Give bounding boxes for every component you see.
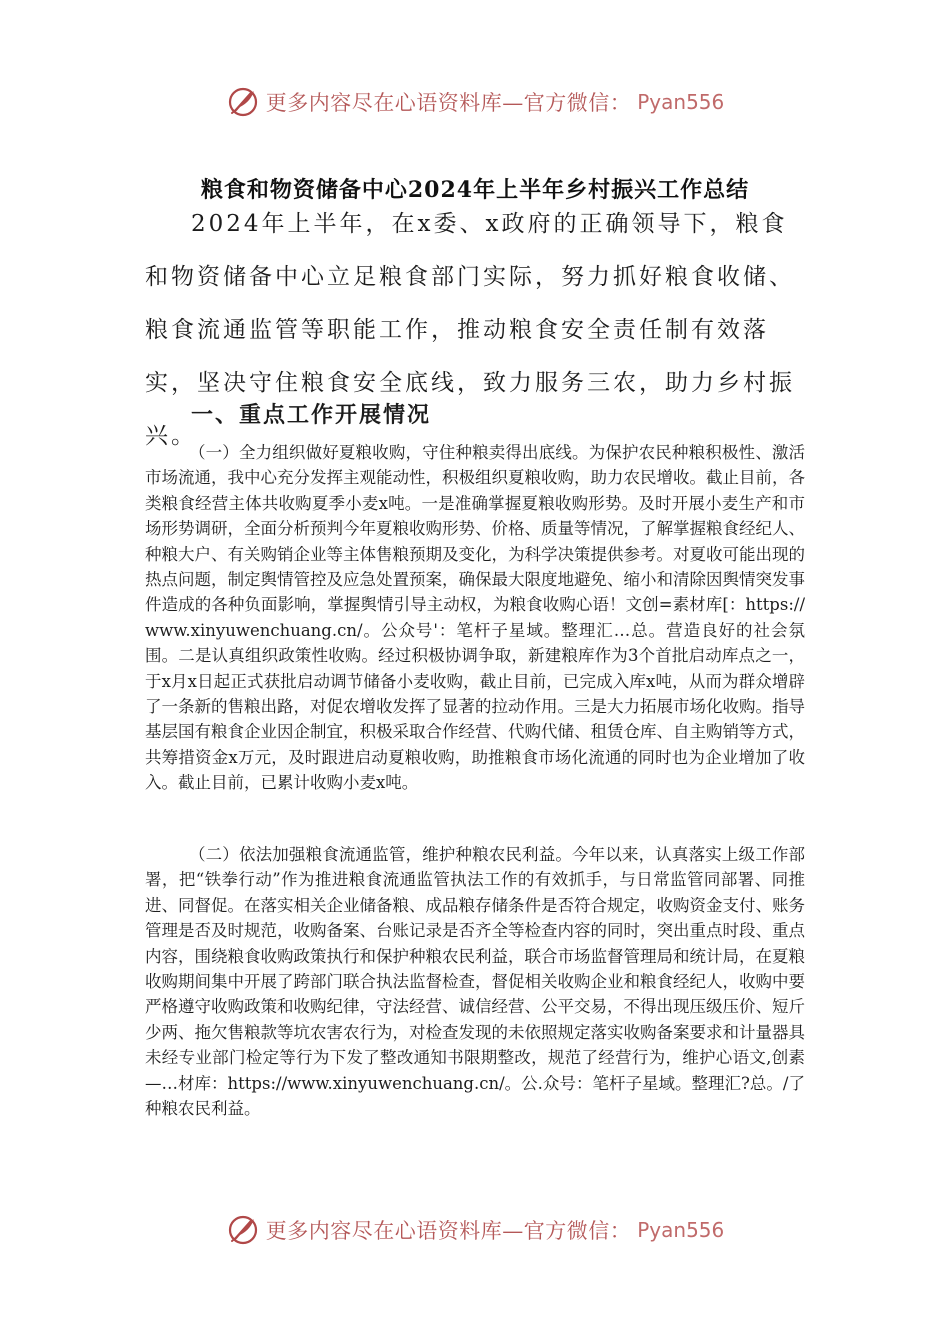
section-heading-1: 一、重点工作开展情况 (191, 402, 432, 428)
body-paragraph-1: （一）全力组织做好夏粮收购，守住种粮卖得出底线。为保护农民种粮积极性、激活市场流通，我中心充分发挥主观能动性，积极组织夏粮收购，助力农民增收。截止目前，各类粮食经营主体共收购夏季小麦x吨。一是准确掌握夏粮收购形势。及时开展小麦生产和市场形势调研，全面分析预判今年夏粮收购形势、价格、质量等情况，了解掌握粮食经纪人、种粮大户、有关购销企业等主体售粮预期及变化，为科学决策提供参考。对夏收可能出现的热点问题，制定舆情管控及应急处置预案，确保最大限度地避免、缩小和清除因舆情突发事件造成的各种负面影响，掌握舆情引导主动权，为粮食收购心语！文创=素材库[：https://www.xinyuwenchuang.cn/。公众号'：笔杆子星域。整理汇…总。营造良好的社会氛围。二是认真组织政策性收购。经过积极协调争取，新建粮库作为3个首批启动库点之一，于x月x日起正式获批启动调节储备小麦收购，截止目前，已完成入库x吨，从而为群众增辟了一条新的售粮出路，对促农增收发挥了显著的拉动作用。三是大力拓展市场化收购。指导基层国有粮食企业因企制宜，积极采取合作经营、代购代储、租赁仓库、自主购销等方式，共筹措资金x万元，及时跟进启动夏粮收购，助推粮食市场化流通的同时也为企业增加了收入。截止目前，已累计收购小麦x吨。 (145, 443, 805, 793)
watermark-text: 更多内容尽在心语资料库—官方微信： (265, 1219, 632, 1243)
body-paragraph-2: （二）依法加强粮食流通监管，维护种粮农民利益。今年以来，认真落实上级工作部署，把“铁拳行动”作为推进粮食流通监管执法工作的有效抓手，与日常监管同部署、同推进、同督促。在落实相关企业储备粮、成品粮存储条件是否符合规定，收购资金支付、账务管理是否及时规范，收购备案、台账记录是否齐全等检查内容的同时，突出重点时段、重点内容，围绕粮食收购政策执行和保护种粮农民利益，联合市场监督管理局和统计局，在夏粮收购期间集中开展了跨部门联合执法监督检查，督促相关收购企业和粮食经纪人，收购中要严格遵守收购政策和收购纪律，守法经营、诚信经营、公平交易，不得出现压级压价、短斤少两、拖欠售粮款等坑农害农行为，对检查发现的未依照规定落实收购备案要求和计量器具未经专业部门检定等行为下发了整改通知书限期整改，规范了经营行为，维护心语文,创素—…材库：https://www.xinyuwenchuang.cn/。公.众号：笔杆子星域。整理汇?总。/了种粮农民利益。 (145, 845, 805, 1119)
watermark-header (0, 80, 950, 124)
document-title: 粮食和物资储备中心2024年上半年乡村振兴工作总结 (200, 176, 750, 203)
watermark-footer (0, 1208, 950, 1252)
intro-paragraph: 2024年上半年，在x委、x政府的正确领导下，粮食和物资储备中心立足粮食部门实际，努力抓好粮食收储、粮食流通监管等职能工作，推动粮食安全责任制有效落实，坚决守住粮食安全底线，致力服务三农，助力乡村振兴。 (145, 211, 795, 449)
quill-logo-icon (226, 1213, 260, 1247)
quill-logo-icon (226, 85, 260, 119)
watermark-wechat-id: Pyan556 (637, 90, 725, 114)
watermark-text: 更多内容尽在心语资料库—官方微信： (265, 91, 632, 115)
watermark-wechat-id: Pyan556 (637, 1218, 725, 1242)
